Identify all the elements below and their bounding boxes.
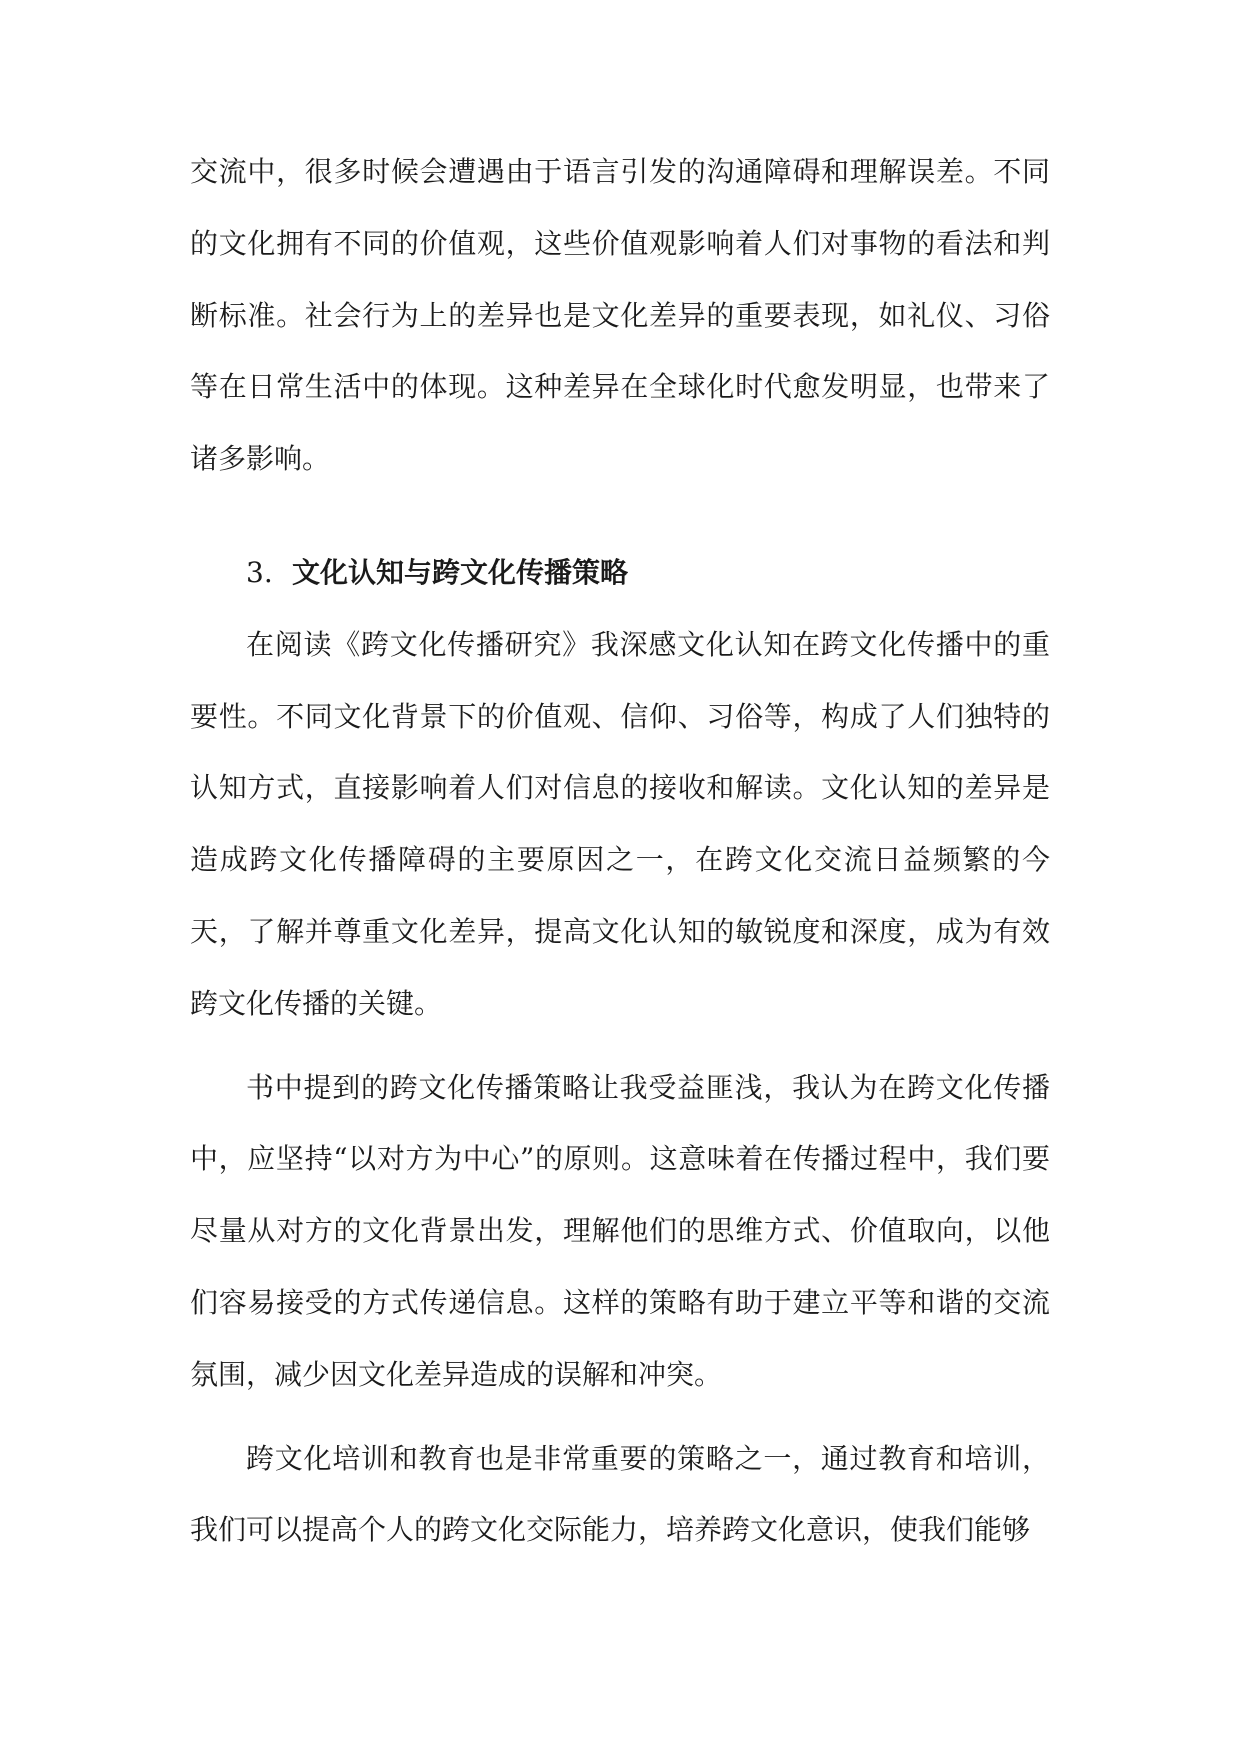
body-paragraph-3: 跨文化培训和教育也是非常重要的策略之一，通过教育和培训，我们可以提高个人的跨文化交际能力，培养跨文化意识，使我们能够	[190, 1441, 1050, 1547]
body-paragraph-1: 在阅读《跨文化传播研究》我深感文化认知在跨文化传播中的重要性。不同文化背景下的价值观、信仰、习俗等，构成了人们独特的认知方式，直接影响着人们对信息的接收和解读。文化认知的差异是造成跨文化传播障碍的主要原因之一，在跨文化交流日益频繁的今天，了解并尊重文化差异，提高文化认知的敏锐度和深度，成为有效跨文化传播的关键。	[190, 627, 1050, 1020]
section-number: 3.	[246, 555, 273, 589]
continued-paragraph: 交流中，很多时候会遭遇由于语言引发的沟通障碍和理解误差。不同的文化拥有不同的价值观，这些价值观影响着人们对事物的看法和判断标准。社会行为上的差异也是文化差异的重要表现，如礼仪、习俗等在日常生活中的体现。这种差异在全球化时代愈发明显，也带来了诸多影响。	[190, 155, 1050, 476]
section-heading	[190, 537, 1050, 609]
document-body	[190, 136, 1050, 1566]
section-title: 文化认知与跨文化传播策略	[292, 555, 629, 589]
body-paragraph-2: 书中提到的跨文化传播策略让我受益匪浅，我认为在跨文化传播中，应坚持“以对方为中心”的原则。这意味着在传播过程中，我们要尽量从对方的文化背景出发，理解他们的思维方式、价值取向，以他们容易接受的方式传递信息。这样的策略有助于建立平等和谐的交流氛围，减少因文化差异造成的误解和冲突。	[190, 1070, 1050, 1391]
